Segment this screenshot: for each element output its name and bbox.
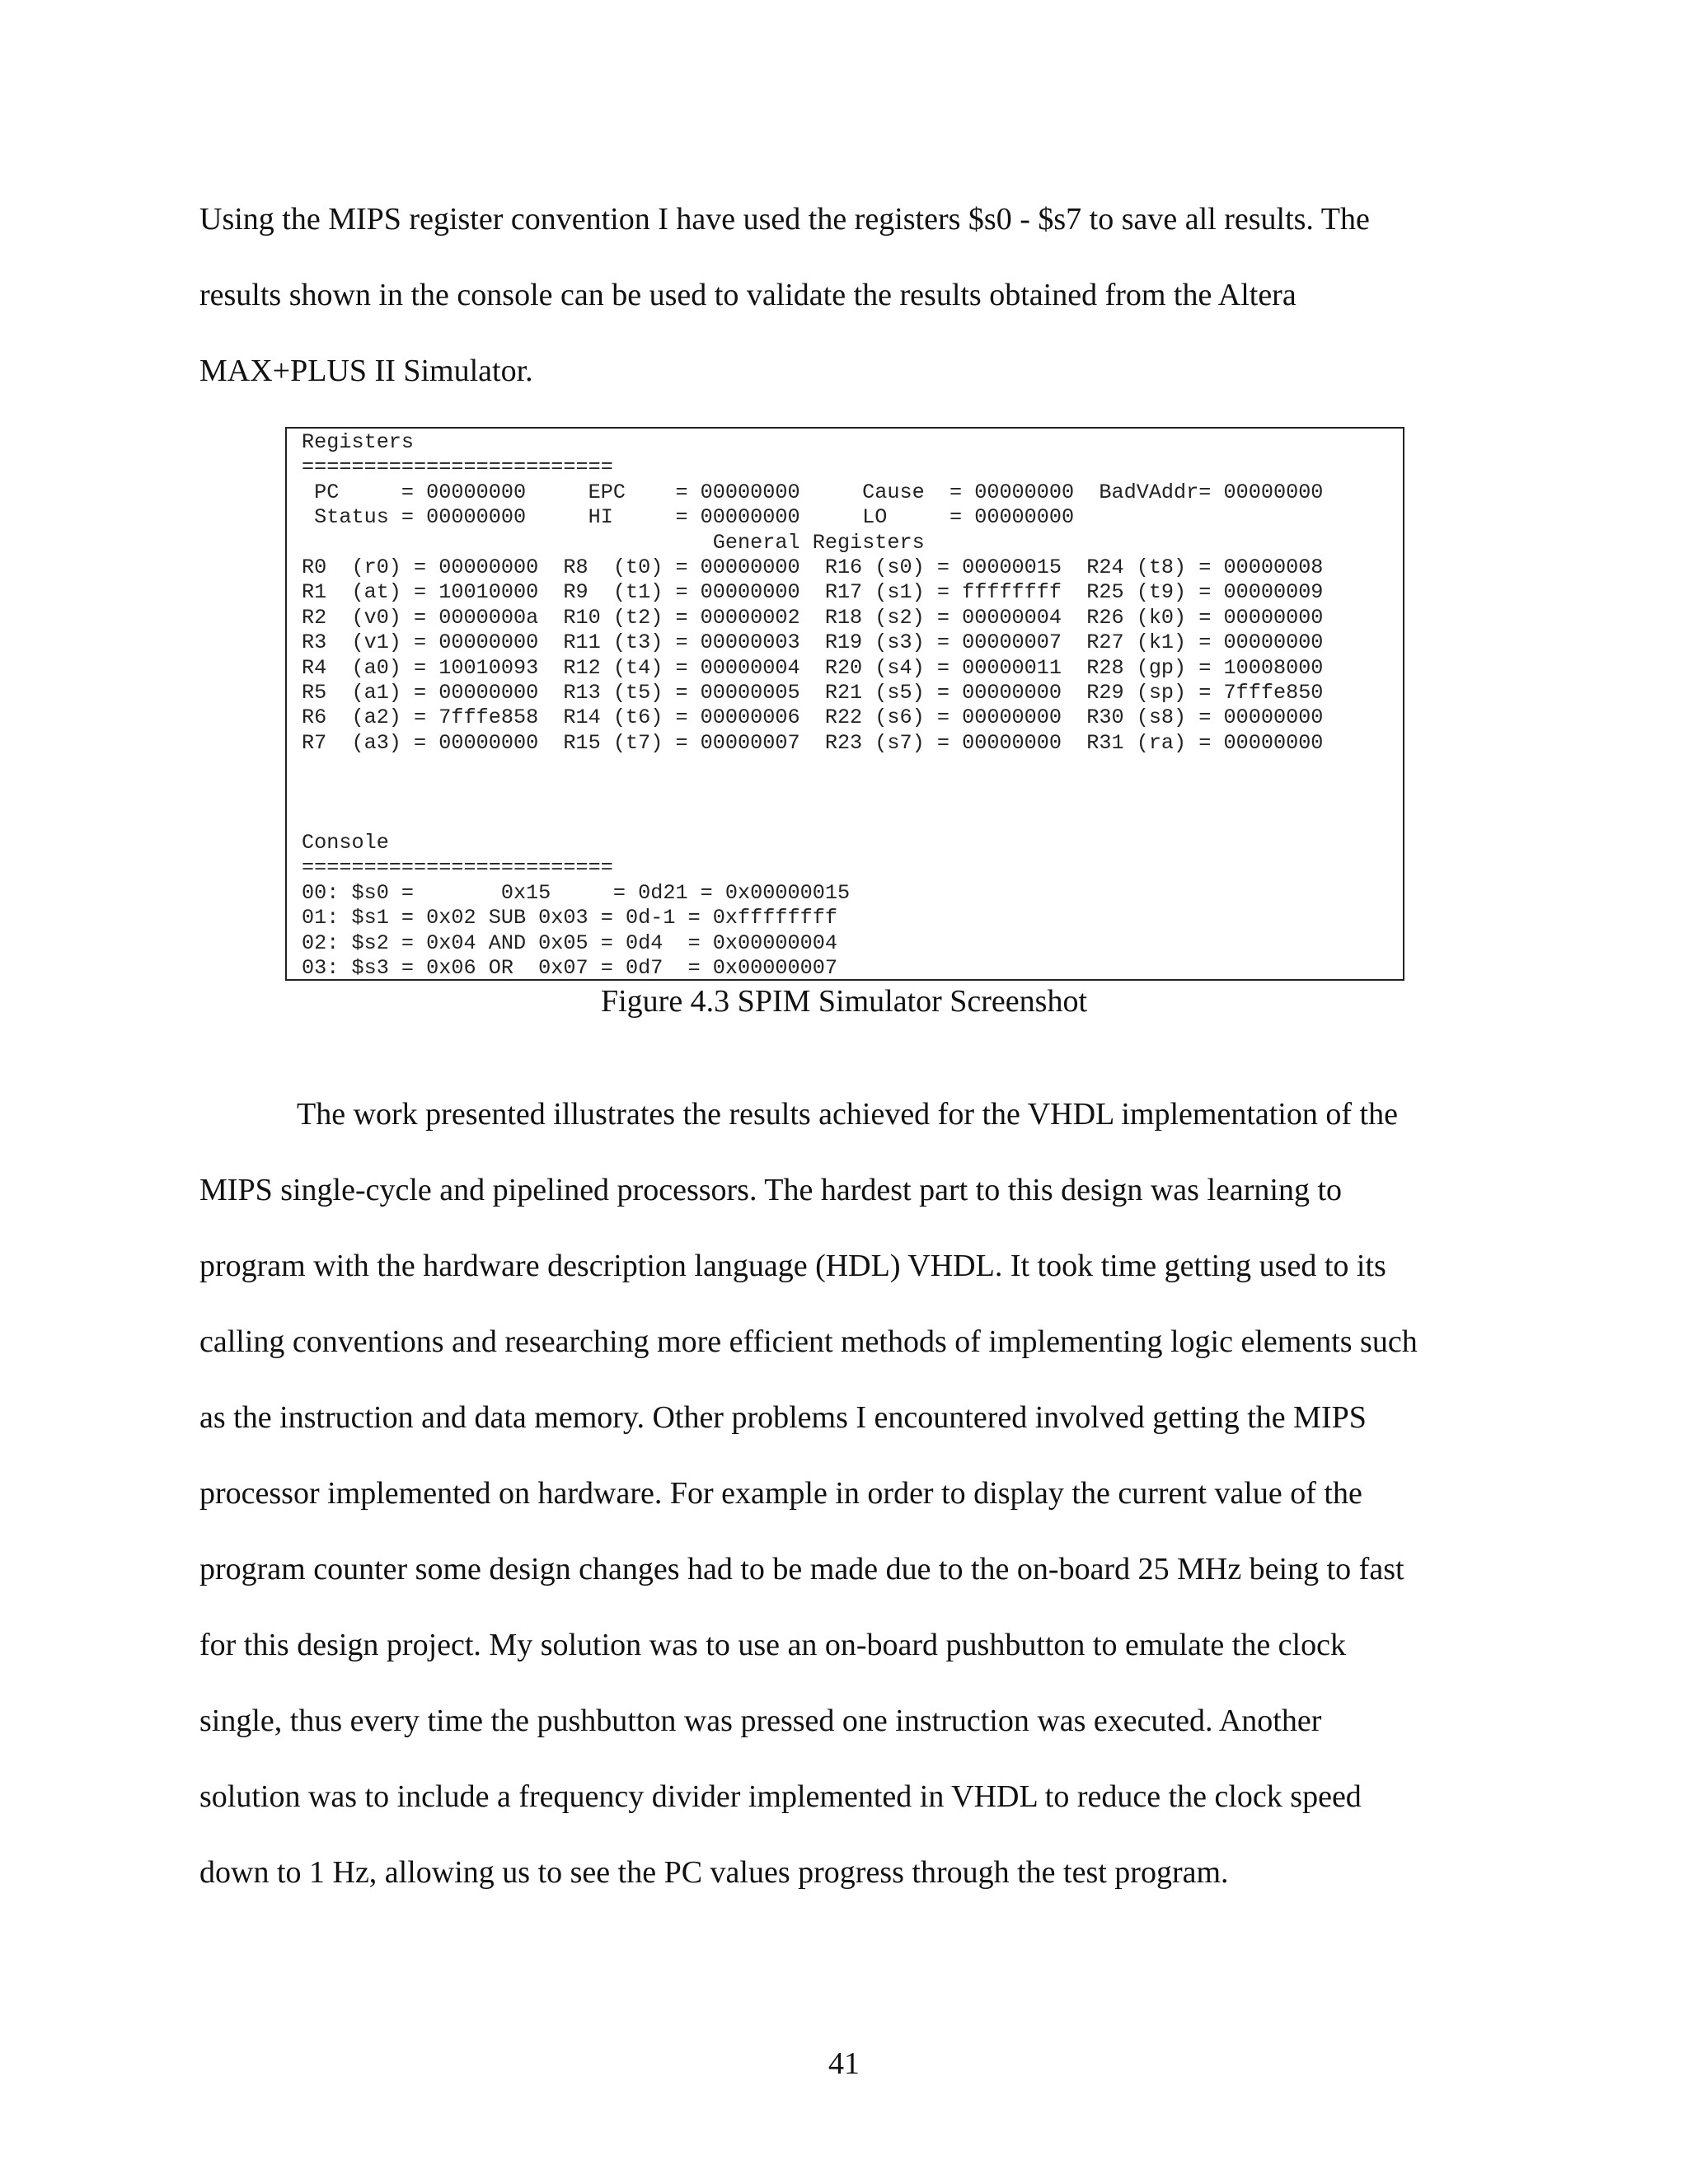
body-line: The work presented illustrates the results achieved for the VHDL implementation of the bbox=[297, 1097, 1398, 1132]
intro-line: results shown in the console can be used to validate the results obtained from the Altera bbox=[199, 278, 1296, 312]
registers-line: ========================= bbox=[302, 455, 613, 480]
registers-line: R2 (v0) = 0000000a R10 (t2) = 00000002 R18 (s2) = 00000004 R26 (k0) = 00000000 bbox=[302, 605, 1324, 630]
body-line: program counter some design changes had to be made due to the on-board 25 MHz being to fast bbox=[199, 1552, 1404, 1586]
console-line: 00: $s0 = 0x15 = 0d21 = 0x00000015 bbox=[302, 880, 851, 905]
body-paragraph bbox=[199, 1076, 1502, 1910]
registers-line: R1 (at) = 10010000 R9 (t1) = 00000000 R17 (s1) = ffffffff R25 (t9) = 00000009 bbox=[302, 580, 1324, 605]
body-line: for this design project. My solution was to use an on-board pushbutton to emulate the clock bbox=[199, 1628, 1346, 1662]
body-line: calling conventions and researching more efficient methods of implementing logic elements such bbox=[199, 1324, 1418, 1359]
console-line: 03: $s3 = 0x06 OR 0x07 = 0d7 = 0x00000007 bbox=[302, 956, 837, 981]
registers-line: R6 (a2) = 7fffe858 R14 (t6) = 00000006 R22 (s6) = 00000000 R30 (s8) = 00000000 bbox=[302, 705, 1324, 730]
console-line: ========================= bbox=[302, 855, 613, 880]
body-line: program with the hardware description language (HDL) VHDL. It took time getting used to its bbox=[199, 1249, 1386, 1283]
body-line: as the instruction and data memory. Other problems I encountered involved getting the MIPS bbox=[199, 1400, 1367, 1435]
registers-line: R7 (a3) = 00000000 R15 (t7) = 00000007 R23 (s7) = 00000000 R31 (ra) = 00000000 bbox=[302, 730, 1324, 755]
body-line: processor implemented on hardware. For example in order to display the current value of the bbox=[199, 1476, 1362, 1511]
registers-line: R0 (r0) = 00000000 R8 (t0) = 00000000 R16 (s0) = 00000015 R24 (t8) = 00000008 bbox=[302, 555, 1324, 580]
registers-line: R3 (v1) = 00000000 R11 (t3) = 00000003 R19 (s3) = 00000007 R27 (k1) = 00000000 bbox=[302, 630, 1324, 655]
page-number: 41 bbox=[828, 2046, 860, 2081]
body-line: down to 1 Hz, allowing us to see the PC values progress through the test program. bbox=[199, 1855, 1229, 1890]
registers-panel bbox=[302, 430, 1323, 756]
body-line: single, thus every time the pushbutton was pressed one instruction was executed. Another bbox=[199, 1704, 1322, 1738]
intro-line: MAX+PLUS II Simulator. bbox=[199, 354, 533, 388]
registers-line: Registers bbox=[302, 430, 415, 454]
spim-screenshot-figure bbox=[285, 427, 1404, 981]
registers-line: Status = 00000000 HI = 00000000 LO = 00000000 bbox=[302, 505, 1075, 530]
body-line: MIPS single-cycle and pipelined processors. The hardest part to this design was learning to bbox=[199, 1173, 1342, 1207]
body-line: solution was to include a frequency divider implemented in VHDL to reduce the clock speed bbox=[199, 1779, 1362, 1814]
console-panel bbox=[302, 831, 850, 981]
registers-line: R4 (a0) = 10010093 R12 (t4) = 00000004 R20 (s4) = 00000011 R28 (gp) = 10008000 bbox=[302, 655, 1324, 680]
console-line: 02: $s2 = 0x04 AND 0x05 = 0d4 = 0x00000004 bbox=[302, 930, 837, 955]
figure-caption: Figure 4.3 SPIM Simulator Screenshot bbox=[600, 984, 1088, 1019]
console-line: Console bbox=[302, 831, 389, 855]
registers-line: PC = 00000000 EPC = 00000000 Cause = 00000000 BadVAddr= 00000000 bbox=[302, 480, 1324, 504]
registers-line: General Registers bbox=[302, 530, 925, 555]
console-line: 01: $s1 = 0x02 SUB 0x03 = 0d-1 = 0xffffffff bbox=[302, 906, 837, 930]
registers-line: R5 (a1) = 00000000 R13 (t5) = 00000005 R21 (s5) = 00000000 R29 (sp) = 7fffe850 bbox=[302, 681, 1324, 705]
intro-line: Using the MIPS register convention I have used the registers $s0 - $s7 to save all results. The bbox=[199, 202, 1370, 237]
intro-paragraph bbox=[199, 181, 1502, 409]
